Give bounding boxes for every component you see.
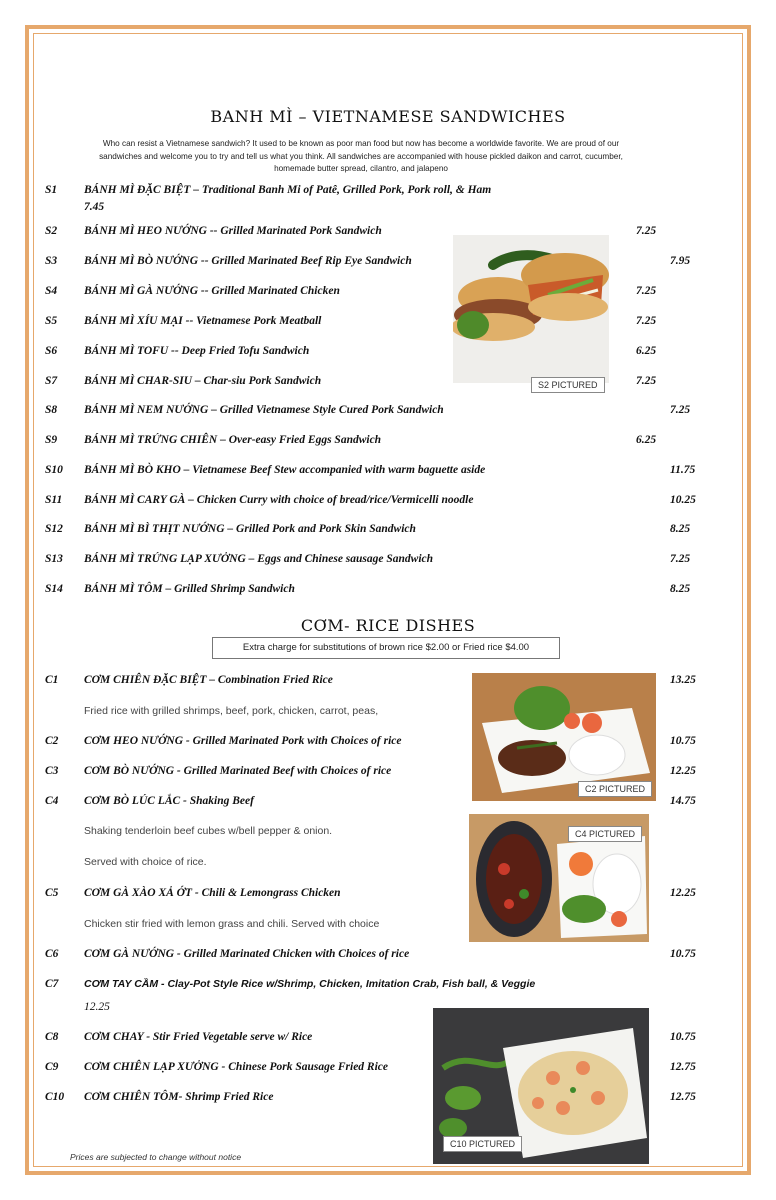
item-price: 8.25 — [670, 523, 691, 535]
menu-item-s14 — [0, 583, 776, 603]
item-price: 7.95 — [670, 255, 691, 267]
item-name: BÁNH MÌ TRỨNG CHIÊN – Over-easy Fried Eggs Sandwich — [84, 434, 382, 446]
item-description: Shaking tenderloin beef cubes w/bell pepper & onion. — [84, 825, 333, 837]
banh-mi-title: BANH MÌ – VIETNAMESE SANDWICHES — [210, 107, 566, 126]
menu-item-c7-price-row — [0, 1001, 776, 1021]
item-code: S10 — [45, 464, 63, 476]
item-name: CƠM HEO NƯỚNG - Grilled Marinated Pork with Choices of rice — [84, 735, 402, 747]
com-title: CƠM- RICE DISHES — [300, 616, 476, 635]
item-code: C7 — [45, 978, 59, 990]
item-code: S11 — [45, 494, 63, 506]
item-name: CƠM CHAY - Stir Fried Vegetable serve w/ Rice — [84, 1031, 313, 1043]
item-description: Fried rice with grilled shrimps, beef, pork, chicken, carrot, peas, — [84, 705, 379, 717]
item-code: C8 — [45, 1031, 59, 1043]
item-price: 7.25 — [636, 375, 657, 387]
item-price: 8.25 — [670, 583, 691, 595]
item-name: CƠM BÒ LÚC LẮC - Shaking Beef — [84, 795, 254, 807]
item-code: S2 — [45, 225, 58, 237]
item-code: C6 — [45, 948, 59, 960]
menu-item-c5 — [0, 887, 776, 907]
item-price: 7.25 — [670, 553, 691, 565]
menu-item-c7 — [0, 978, 776, 998]
menu-item-s2 — [0, 225, 776, 245]
menu-item-c10 — [0, 1091, 776, 1111]
item-name: BÁNH MÌ XÍU MẠI -- Vietnamese Pork Meatball — [84, 315, 322, 327]
item-code: S4 — [45, 285, 58, 297]
menu-item-s7 — [0, 375, 776, 395]
item-description: Chicken stir fried with lemon grass and chili. Served with choice — [84, 918, 380, 930]
item-price: 10.25 — [670, 494, 696, 506]
item-price: 10.75 — [670, 735, 696, 747]
item-code: S12 — [45, 523, 63, 535]
c4-pictured-caption: C4 PICTURED — [568, 826, 642, 842]
item-code: S8 — [45, 404, 58, 416]
item-code: C9 — [45, 1061, 59, 1073]
item-code: S7 — [45, 375, 58, 387]
item-description: Served with choice of rice. — [84, 856, 207, 868]
item-code: S3 — [45, 255, 58, 267]
item-name: BÁNH MÌ BÒ NƯỚNG -- Grilled Marinated Beef Rip Eye Sandwich — [84, 255, 412, 267]
c10-pictured-caption: C10 PICTURED — [443, 1136, 522, 1152]
item-name: CƠM CHIÊN LẠP XƯỞNG - Chinese Pork Sausage Fried Rice — [84, 1061, 388, 1073]
footer-note: Prices are subjected to change without notice — [70, 1152, 242, 1162]
item-name: BÁNH MÌ CHAR-SIU – Char-siu Pork Sandwich — [84, 375, 322, 387]
sandwich-photo — [453, 235, 609, 383]
item-name: BÁNH MÌ BÒ KHO – Vietnamese Beef Stew accompanied with warm baguette aside — [84, 464, 486, 476]
menu-item-s13 — [0, 553, 776, 573]
item-price: 7.25 — [636, 225, 657, 237]
item-price: 6.25 — [636, 434, 657, 446]
menu-item-c9 — [0, 1061, 776, 1081]
menu-item-s1-price-row — [0, 201, 776, 221]
item-price: 11.75 — [670, 464, 696, 476]
item-price: 12.25 — [84, 1001, 110, 1013]
menu-item-s9 — [0, 434, 776, 454]
s2-pictured-caption: S2 PICTURED — [531, 377, 605, 393]
item-price: 10.75 — [670, 948, 696, 960]
item-name: BÁNH MÌ CARY GÀ – Chicken Curry with choice of bread/rice/Vermicelli noodle — [84, 494, 474, 506]
item-code: S6 — [45, 345, 58, 357]
menu-item-s12 — [0, 523, 776, 543]
menu-item-c8 — [0, 1031, 776, 1051]
menu-item-s4 — [0, 285, 776, 305]
item-code: S14 — [45, 583, 63, 595]
item-code: C2 — [45, 735, 59, 747]
menu-item-s3 — [0, 255, 776, 275]
item-name: BÁNH MÌ TOFU -- Deep Fried Tofu Sandwich — [84, 345, 310, 357]
item-price: 6.25 — [636, 345, 657, 357]
menu-item-c3 — [0, 765, 776, 785]
item-price: 7.25 — [636, 315, 657, 327]
item-name: BÁNH MÌ NEM NƯỚNG – Grilled Vietnamese Style Cured Pork Sandwich — [84, 404, 444, 416]
item-name: CƠM TAY CẦM - Clay-Pot Style Rice w/Shrimp, Chicken, Imitation Crab, Fish ball, & Veggie — [84, 978, 536, 990]
item-name: BÁNH MÌ TÔM – Grilled Shrimp Sandwich — [84, 583, 295, 595]
banh-mi-intro: Who can resist a Vietnamese sandwich? It used to be known as poor man food but now has become a worldwide favorite. We are proud of our sandwiches and welcome you to try and tell us what you think. All sandwiches are accompanied with house pickled daikon and carrot, cucumber, homemade butter spread, cilantro, and jalapeno — [99, 139, 623, 173]
item-name: CƠM GÀ NƯỚNG - Grilled Marinated Chicken with Choices of rice — [84, 948, 410, 960]
item-name: BÁNH MÌ GÀ NƯỚNG -- Grilled Marinated Chicken — [84, 285, 340, 297]
item-price: 13.25 — [670, 674, 696, 686]
item-name: CƠM CHIÊN ĐẶC BIỆT – Combination Fried Rice — [84, 674, 333, 686]
item-name: CƠM GÀ XÀO XẢ ỚT - Chili & Lemongrass Chicken — [84, 887, 341, 899]
item-name: CƠM BÒ NƯỚNG - Grilled Marinated Beef with Choices of rice — [84, 765, 392, 777]
item-code: S1 — [45, 184, 58, 196]
menu-item-c2 — [0, 735, 776, 755]
menu-item-c6 — [0, 948, 776, 968]
item-price: 14.75 — [670, 795, 696, 807]
item-name: BÁNH MÌ TRỨNG LẠP XƯỞNG – Eggs and Chinese sausage Sandwich — [84, 553, 434, 565]
menu-item-s11 — [0, 494, 776, 514]
menu-item-s5 — [0, 315, 776, 335]
item-price: 12.75 — [670, 1061, 696, 1073]
item-name: BÁNH MÌ ĐẶC BIỆT – Traditional Banh Mi of Patê, Grilled Pork, Pork roll, & Ham — [84, 184, 492, 196]
menu-item-c4 — [0, 795, 776, 815]
item-code: C1 — [45, 674, 59, 686]
item-code: C4 — [45, 795, 59, 807]
item-price: 12.25 — [670, 765, 696, 777]
item-price: 7.45 — [84, 201, 105, 213]
c2-pictured-caption: C2 PICTURED — [578, 781, 652, 797]
item-price: 10.75 — [670, 1031, 696, 1043]
item-name: BÁNH MÌ BÌ THỊT NƯỚNG – Grilled Pork and Pork Skin Sandwich — [84, 523, 416, 535]
menu-item-s6 — [0, 345, 776, 365]
item-name: CƠM CHIÊN TÔM- Shrimp Fried Rice — [84, 1091, 274, 1103]
item-name: BÁNH MÌ HEO NƯỚNG -- Grilled Marinated Pork Sandwich — [84, 225, 382, 237]
item-code: C5 — [45, 887, 59, 899]
item-price: 7.25 — [636, 285, 657, 297]
item-code: S9 — [45, 434, 58, 446]
item-code: S13 — [45, 553, 63, 565]
menu-item-s8 — [0, 404, 776, 424]
item-price: 12.25 — [670, 887, 696, 899]
menu-item-s10 — [0, 464, 776, 484]
menu-item-c1 — [0, 674, 776, 694]
item-price: 12.75 — [670, 1091, 696, 1103]
item-code: S5 — [45, 315, 58, 327]
item-code: C3 — [45, 765, 59, 777]
item-code: C10 — [45, 1091, 65, 1103]
substitution-note: Extra charge for substitutions of brown rice $2.00 or Fried rice $4.00 — [212, 637, 560, 659]
item-price: 7.25 — [670, 404, 691, 416]
